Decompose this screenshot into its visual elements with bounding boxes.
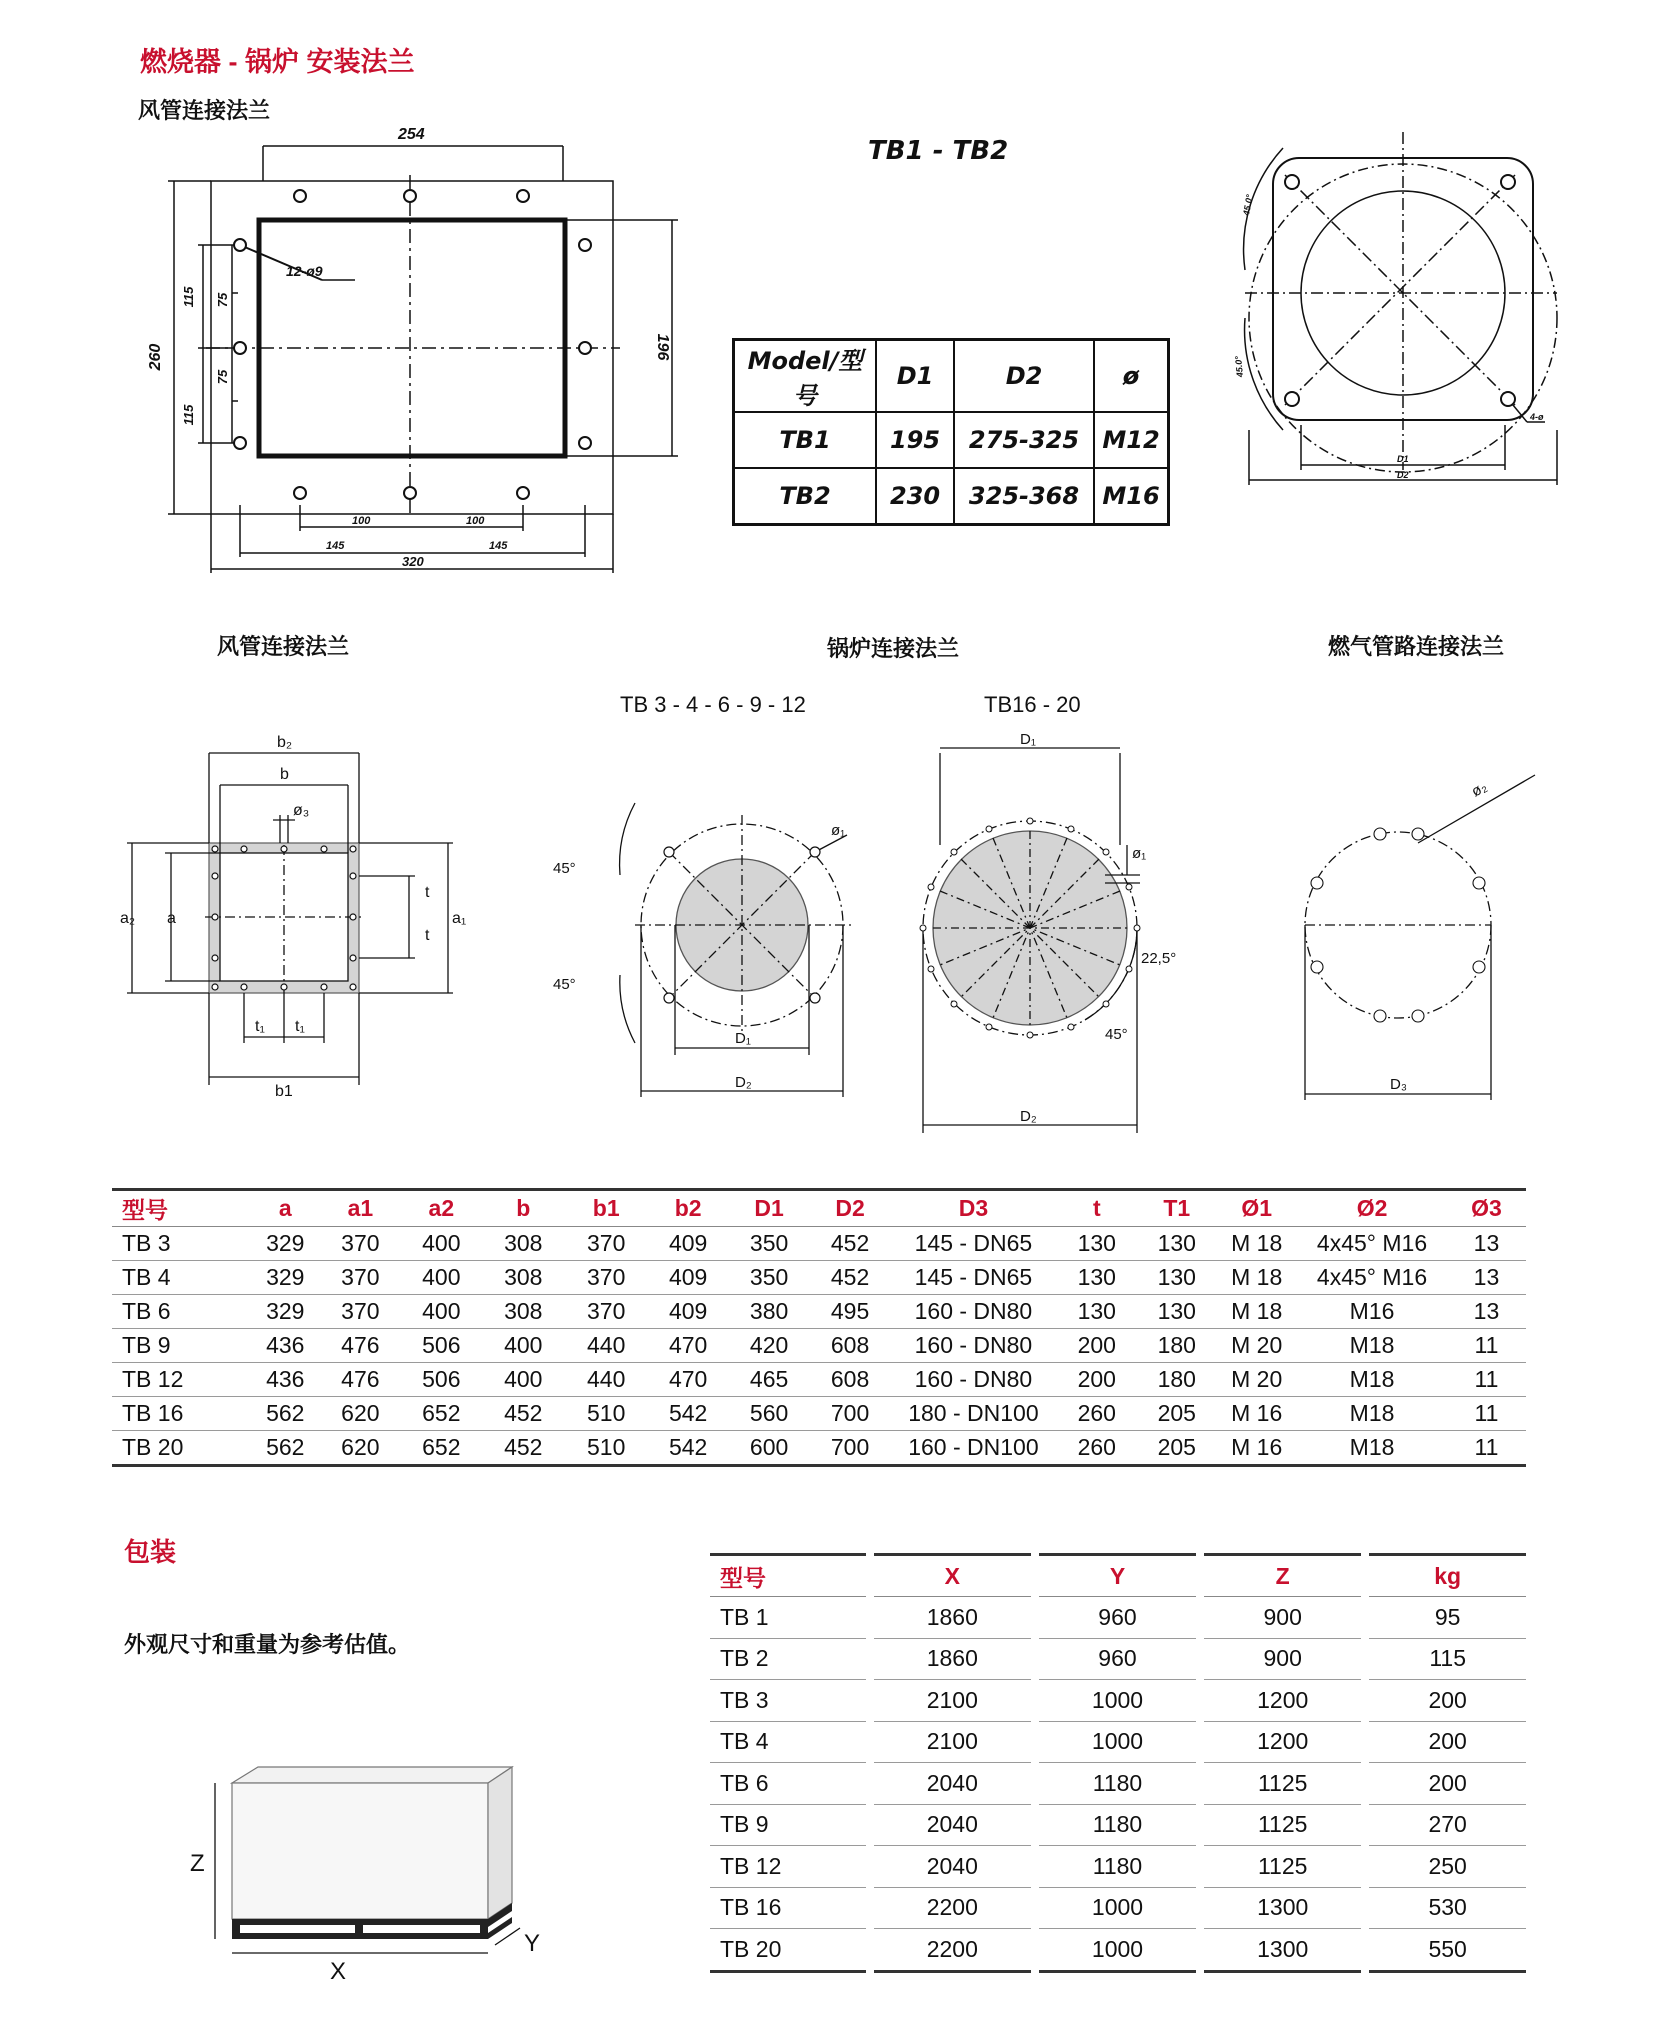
gas-flange-heading: 燃气管路连接法兰	[1328, 634, 1505, 659]
pack-cell: 1860	[870, 1638, 1035, 1680]
axis-x: X	[330, 1958, 347, 1985]
spec-cell: 620	[320, 1397, 401, 1431]
tb12-cell: 230	[876, 468, 954, 525]
spec-cell: 308	[482, 1261, 565, 1295]
boiler-models-a: TB 3 - 4 - 6 - 9 - 12	[620, 692, 806, 717]
tb12-header-d2: D2	[954, 340, 1094, 413]
dim-115a: 115	[181, 286, 196, 308]
spec-cell: 470	[648, 1329, 729, 1363]
tb12-cell: M12	[1094, 412, 1169, 468]
spec-cell: M18	[1297, 1363, 1447, 1397]
pack-row	[710, 1680, 1526, 1722]
spec-cell: 452	[810, 1261, 891, 1295]
spec-cell: 329	[251, 1295, 320, 1329]
pack-cell: 115	[1365, 1638, 1526, 1680]
pack-cell: 1125	[1200, 1846, 1365, 1888]
spec-header: D2	[810, 1190, 891, 1227]
pack-cell: 550	[1365, 1929, 1526, 1972]
spec-row	[112, 1261, 1526, 1295]
pack-cell: TB 20	[710, 1929, 870, 1972]
spec-cell: 652	[401, 1397, 482, 1431]
tb12-table	[732, 338, 1170, 526]
spec-cell: 562	[251, 1397, 320, 1431]
pack-row	[710, 1804, 1526, 1846]
gas-flange-drawing	[1290, 765, 1550, 1105]
spec-header: 型号	[112, 1190, 251, 1227]
pack-cell: TB 4	[710, 1721, 870, 1763]
spec-cell: 400	[482, 1363, 565, 1397]
spec-cell: M18	[1297, 1431, 1447, 1466]
spec-cell: M18	[1297, 1329, 1447, 1363]
pack-cell: 270	[1365, 1804, 1526, 1846]
tb12-cell: M16	[1094, 468, 1169, 525]
spec-cell: 329	[251, 1227, 320, 1261]
spec-cell: 542	[648, 1397, 729, 1431]
spec-cell: 180 - DN100	[891, 1397, 1057, 1431]
pack-cell: 200	[1365, 1763, 1526, 1805]
spec-header: T1	[1137, 1190, 1216, 1227]
pack-header: Y	[1035, 1555, 1200, 1597]
pack-cell: 200	[1365, 1721, 1526, 1763]
tb12-header-phi: ø	[1094, 340, 1169, 413]
pack-cell: 2040	[870, 1804, 1035, 1846]
label-45-bottom: 45°	[553, 976, 576, 993]
spec-cell: TB 12	[112, 1363, 251, 1397]
spec-header: b1	[565, 1190, 648, 1227]
spec-cell: 180	[1137, 1363, 1216, 1397]
spec-header: b	[482, 1190, 565, 1227]
dim-75b: 75	[215, 369, 230, 385]
spec-cell: 370	[565, 1261, 648, 1295]
spec-cell: 130	[1137, 1295, 1216, 1329]
label-a2: a₂	[120, 910, 136, 927]
spec-cell: 160 - DN80	[891, 1329, 1057, 1363]
label-t-lower: t	[425, 927, 430, 944]
pack-cell: TB 6	[710, 1763, 870, 1805]
pack-cell: 2040	[870, 1846, 1035, 1888]
spec-cell: M 18	[1216, 1295, 1297, 1329]
boiler-flange-drawing-b	[905, 731, 1225, 1135]
packing-note: 外观尺寸和重量为参考估值。	[124, 1632, 411, 1657]
pack-cell: TB 16	[710, 1887, 870, 1929]
tb12-cell: TB2	[734, 468, 877, 525]
spec-cell: 600	[729, 1431, 810, 1466]
pack-header: Z	[1200, 1555, 1365, 1597]
spec-cell: 620	[320, 1431, 401, 1466]
spec-row	[112, 1329, 1526, 1363]
pack-header: kg	[1365, 1555, 1526, 1597]
spec-cell: M 16	[1216, 1397, 1297, 1431]
spec-cell: 130	[1056, 1227, 1137, 1261]
inner-opening	[259, 220, 565, 456]
spec-header: Ø2	[1297, 1190, 1447, 1227]
label-a: a	[167, 910, 176, 927]
pack-cell: 2100	[870, 1680, 1035, 1722]
spec-cell: 370	[320, 1295, 401, 1329]
spec-cell: 440	[565, 1363, 648, 1397]
spec-cell: 465	[729, 1363, 810, 1397]
label-45-b: 45°	[1105, 1026, 1128, 1043]
pack-row	[710, 1638, 1526, 1680]
spec-cell: TB 16	[112, 1397, 251, 1431]
spec-cell: 562	[251, 1431, 320, 1466]
label-t1-left: t₁	[255, 1018, 265, 1035]
spec-cell: 400	[482, 1329, 565, 1363]
crate-drawing	[190, 1755, 570, 1985]
pack-row	[710, 1846, 1526, 1888]
spec-cell: 11	[1447, 1397, 1526, 1431]
pack-cell: 1200	[1200, 1721, 1365, 1763]
holes-4-label: 4-ø	[1530, 412, 1544, 422]
pack-cell: 2200	[870, 1929, 1035, 1972]
pack-cell: 960	[1035, 1597, 1200, 1639]
spec-cell: 160 - DN80	[891, 1363, 1057, 1397]
spec-cell: 13	[1447, 1227, 1526, 1261]
spec-cell: 409	[648, 1227, 729, 1261]
spec-cell: 370	[320, 1227, 401, 1261]
angle-bottom: 45.0°	[1233, 355, 1245, 378]
label-a1: a₁	[452, 910, 467, 927]
spec-cell: 409	[648, 1261, 729, 1295]
label-t-upper: t	[425, 884, 430, 901]
spec-header: t	[1056, 1190, 1137, 1227]
spec-cell: 130	[1137, 1227, 1216, 1261]
spec-cell: 436	[251, 1329, 320, 1363]
spec-cell: 260	[1056, 1431, 1137, 1466]
spec-row	[112, 1431, 1526, 1466]
spec-row	[112, 1397, 1526, 1431]
spec-cell: 350	[729, 1261, 810, 1295]
pack-cell: 1300	[1200, 1887, 1365, 1929]
pack-cell: 95	[1365, 1597, 1526, 1639]
spec-cell: TB 4	[112, 1261, 251, 1295]
label-22-5: 22,5°	[1141, 950, 1177, 967]
spec-row	[112, 1227, 1526, 1261]
pack-cell: 1000	[1035, 1887, 1200, 1929]
spec-cell: 608	[810, 1363, 891, 1397]
spec-cell: 506	[401, 1329, 482, 1363]
label-o2: ø₂	[1468, 778, 1490, 801]
packing-heading: 包装	[124, 1537, 177, 1567]
label-o1: ø₁	[831, 822, 846, 839]
dim-100b: 100	[466, 515, 485, 527]
spec-header: a	[251, 1190, 320, 1227]
spec-cell: TB 3	[112, 1227, 251, 1261]
duct-flange-drawing-top	[130, 125, 690, 585]
duct-flange-heading: 风管连接法兰	[217, 634, 350, 659]
spec-cell: 436	[251, 1363, 320, 1397]
spec-cell: 308	[482, 1227, 565, 1261]
pack-cell: 1860	[870, 1597, 1035, 1639]
spec-cell: 308	[482, 1295, 565, 1329]
pack-cell: 200	[1365, 1680, 1526, 1722]
spec-cell: 130	[1137, 1261, 1216, 1295]
pack-cell: TB 2	[710, 1638, 870, 1680]
dim-115b: 115	[181, 404, 196, 426]
boiler-flange-heading: 锅炉连接法兰	[827, 636, 960, 661]
pack-cell: 1180	[1035, 1846, 1200, 1888]
spec-cell: 200	[1056, 1363, 1137, 1397]
pack-row	[710, 1721, 1526, 1763]
spec-cell: 160 - DN80	[891, 1295, 1057, 1329]
spec-cell: 452	[810, 1227, 891, 1261]
label-b1: b1	[275, 1083, 293, 1100]
spec-cell: 145 - DN65	[891, 1261, 1057, 1295]
dim-d2-top: D2	[1397, 470, 1409, 480]
spec-cell: 495	[810, 1295, 891, 1329]
dim-320: 320	[402, 554, 424, 569]
spec-cell: TB 6	[112, 1295, 251, 1329]
spec-cell: 452	[482, 1397, 565, 1431]
pack-cell: 1180	[1035, 1763, 1200, 1805]
spec-cell: 329	[251, 1261, 320, 1295]
spec-cell: 652	[401, 1431, 482, 1466]
spec-cell: 470	[648, 1363, 729, 1397]
dim-100a: 100	[352, 515, 371, 527]
pack-cell: 250	[1365, 1846, 1526, 1888]
spec-table	[112, 1188, 1526, 1467]
spec-cell: 510	[565, 1431, 648, 1466]
spec-cell: 476	[320, 1329, 401, 1363]
spec-cell: 370	[320, 1261, 401, 1295]
spec-cell: 510	[565, 1397, 648, 1431]
spec-cell: 130	[1056, 1261, 1137, 1295]
spec-cell: 700	[810, 1431, 891, 1466]
spec-row	[112, 1295, 1526, 1329]
pack-row	[710, 1597, 1526, 1639]
axis-z: Z	[190, 1850, 205, 1877]
spec-header: a2	[401, 1190, 482, 1227]
spec-cell: 205	[1137, 1431, 1216, 1466]
spec-cell: 420	[729, 1329, 810, 1363]
spec-cell: M 20	[1216, 1363, 1297, 1397]
label-b2: b₂	[277, 734, 293, 751]
boiler-flange-drawing-a	[545, 795, 865, 1145]
spec-cell: 130	[1056, 1295, 1137, 1329]
pack-cell: TB 3	[710, 1680, 870, 1722]
label-D2: D₂	[735, 1074, 752, 1091]
spec-cell: 160 - DN100	[891, 1431, 1057, 1466]
spec-cell: TB 9	[112, 1329, 251, 1363]
spec-cell: 260	[1056, 1397, 1137, 1431]
label-45-top: 45°	[553, 860, 576, 877]
label-b: b	[280, 766, 289, 783]
spec-cell: 400	[401, 1261, 482, 1295]
pack-cell: 1000	[1035, 1929, 1200, 1972]
spec-cell: 700	[810, 1397, 891, 1431]
spec-header: D1	[729, 1190, 810, 1227]
pack-cell: 900	[1200, 1638, 1365, 1680]
duct-flange-heading-top: 风管连接法兰	[138, 98, 271, 123]
pack-cell: TB 9	[710, 1804, 870, 1846]
tb12-header-d1: D1	[876, 340, 954, 413]
boiler-flange-drawing-top	[1185, 130, 1585, 515]
spec-cell: M 20	[1216, 1329, 1297, 1363]
pack-cell: 1125	[1200, 1804, 1365, 1846]
pack-cell: 960	[1035, 1638, 1200, 1680]
pack-cell: 1000	[1035, 1680, 1200, 1722]
spec-cell: M16	[1297, 1295, 1447, 1329]
page-title: 燃烧器 - 锅炉 安装法兰	[140, 47, 415, 77]
packing-table	[710, 1553, 1526, 1973]
spec-cell: 145 - DN65	[891, 1227, 1057, 1261]
axis-y: Y	[524, 1930, 541, 1957]
duct-flange-drawing	[115, 725, 485, 1110]
tb12-cell: 325-368	[954, 468, 1094, 525]
label-o3: ø₃	[293, 802, 310, 819]
spec-cell: 200	[1056, 1329, 1137, 1363]
pack-header: 型号	[710, 1555, 870, 1597]
dim-145a: 145	[326, 540, 345, 552]
spec-header: a1	[320, 1190, 401, 1227]
tb12-cell: 195	[876, 412, 954, 468]
tb12-header-model: Model/型号	[734, 340, 877, 413]
dim-d1-top: D1	[1397, 454, 1409, 464]
spec-cell: 4x45° M16	[1297, 1227, 1447, 1261]
angle-top: 45.0°	[1241, 193, 1255, 217]
boiler-models-b: TB16 - 20	[984, 692, 1081, 717]
spec-cell: 400	[401, 1227, 482, 1261]
spec-cell: 11	[1447, 1363, 1526, 1397]
label-t1-right: t₁	[295, 1018, 305, 1035]
label-D1: D₁	[735, 1030, 751, 1047]
pack-cell: TB 12	[710, 1846, 870, 1888]
pack-row	[710, 1887, 1526, 1929]
spec-cell: 205	[1137, 1397, 1216, 1431]
spec-cell: 11	[1447, 1431, 1526, 1466]
pack-cell: 1180	[1035, 1804, 1200, 1846]
spec-cell: 409	[648, 1295, 729, 1329]
pack-row	[710, 1929, 1526, 1972]
dim-260: 260	[147, 343, 164, 371]
spec-header: Ø3	[1447, 1190, 1526, 1227]
dim-254: 254	[398, 126, 425, 143]
holes-label: 12-ø9	[286, 263, 323, 279]
label-D2-b: D₂	[1020, 1108, 1037, 1125]
tb12-label: TB1 - TB2	[868, 136, 1009, 166]
pack-cell: 1000	[1035, 1721, 1200, 1763]
spec-header: Ø1	[1216, 1190, 1297, 1227]
spec-cell: M18	[1297, 1397, 1447, 1431]
dim-75a: 75	[215, 292, 230, 308]
spec-cell: M 18	[1216, 1227, 1297, 1261]
pack-cell: TB 1	[710, 1597, 870, 1639]
spec-cell: 13	[1447, 1295, 1526, 1329]
label-D1-b: D₁	[1020, 731, 1036, 748]
spec-cell: 350	[729, 1227, 810, 1261]
pack-row	[710, 1763, 1526, 1805]
pack-cell: 2100	[870, 1721, 1035, 1763]
spec-cell: 476	[320, 1363, 401, 1397]
pack-cell: 2200	[870, 1887, 1035, 1929]
spec-cell: 506	[401, 1363, 482, 1397]
spec-cell: 380	[729, 1295, 810, 1329]
pack-cell: 900	[1200, 1597, 1365, 1639]
spec-cell: 400	[401, 1295, 482, 1329]
tb12-cell: TB1	[734, 412, 877, 468]
pack-cell: 1200	[1200, 1680, 1365, 1722]
spec-cell: 608	[810, 1329, 891, 1363]
spec-cell: 4x45° M16	[1297, 1261, 1447, 1295]
label-o1-b: ø₁	[1132, 845, 1147, 862]
pack-cell: 530	[1365, 1887, 1526, 1929]
spec-cell: M 16	[1216, 1431, 1297, 1466]
tb12-cell: 275-325	[954, 412, 1094, 468]
label-D3: D₃	[1390, 1076, 1407, 1093]
spec-cell: 13	[1447, 1261, 1526, 1295]
pack-cell: 1125	[1200, 1763, 1365, 1805]
spec-cell: 370	[565, 1227, 648, 1261]
spec-cell: 370	[565, 1295, 648, 1329]
spec-header: b2	[648, 1190, 729, 1227]
spec-header: D3	[891, 1190, 1057, 1227]
spec-cell: 440	[565, 1329, 648, 1363]
spec-cell: 452	[482, 1431, 565, 1466]
spec-cell: M 18	[1216, 1261, 1297, 1295]
pack-header: X	[870, 1555, 1035, 1597]
dim-145b: 145	[489, 540, 508, 552]
spec-row	[112, 1363, 1526, 1397]
spec-cell: TB 20	[112, 1431, 251, 1466]
spec-cell: 180	[1137, 1329, 1216, 1363]
dim-196: 196	[654, 333, 671, 361]
spec-cell: 11	[1447, 1329, 1526, 1363]
pack-cell: 2040	[870, 1763, 1035, 1805]
spec-cell: 542	[648, 1431, 729, 1466]
spec-cell: 560	[729, 1397, 810, 1431]
pack-cell: 1300	[1200, 1929, 1365, 1972]
